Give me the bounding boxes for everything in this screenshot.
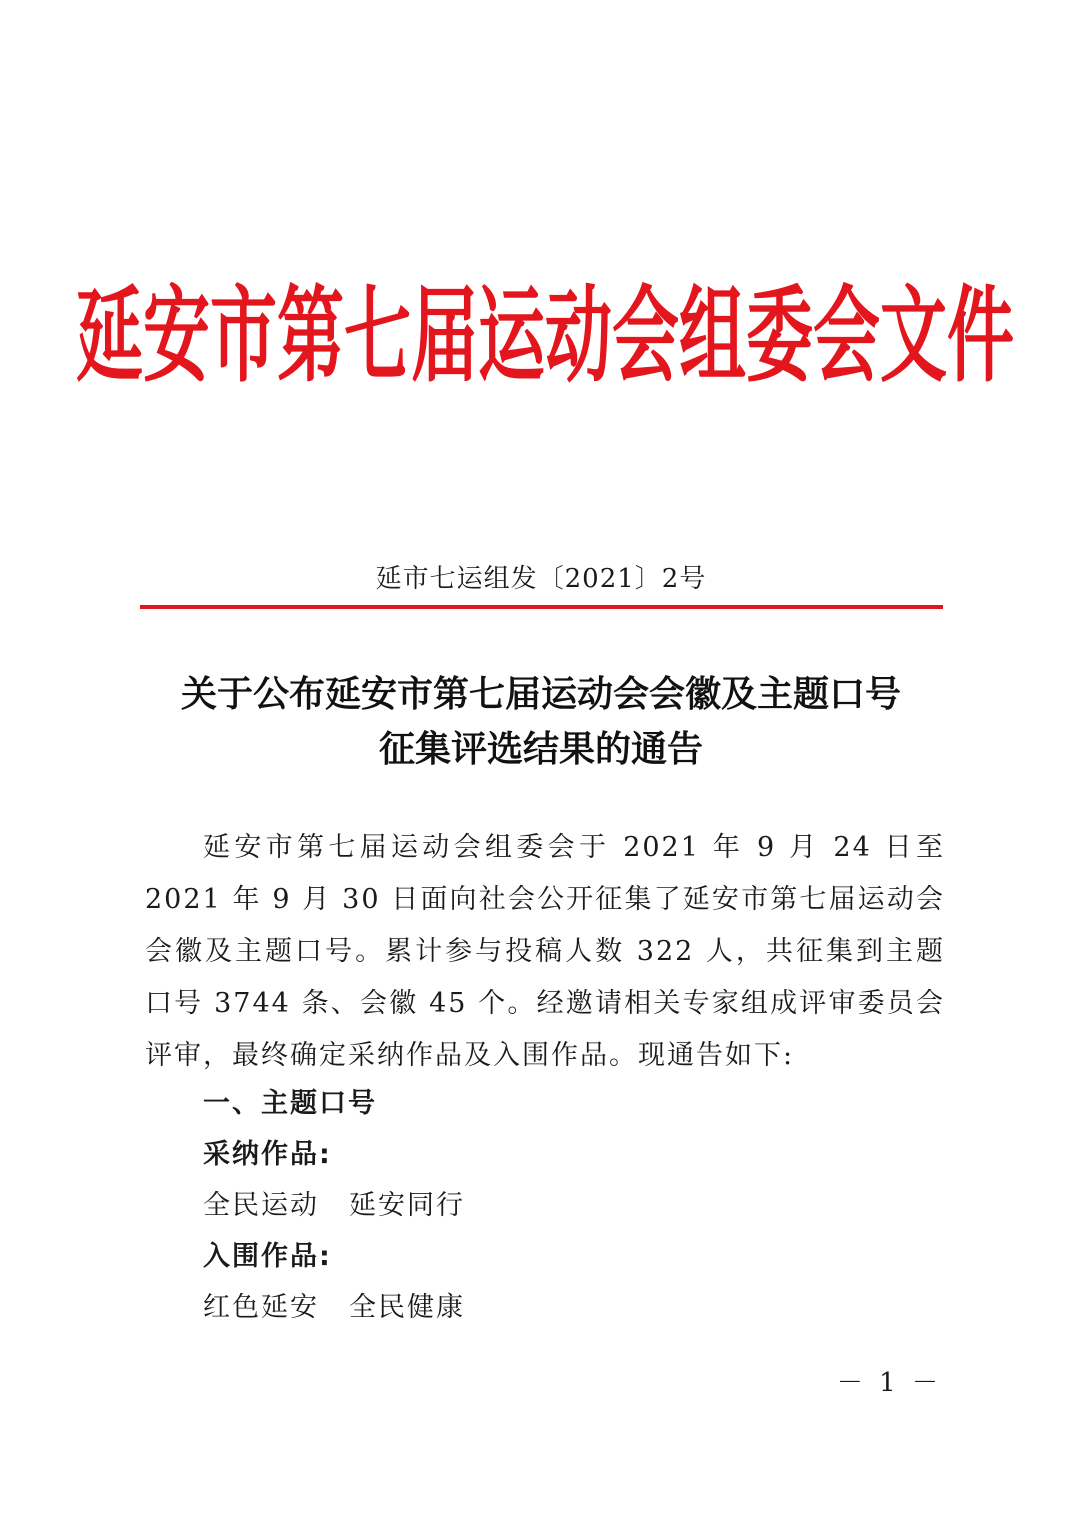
section-heading-slogan: 一、主题口号 bbox=[203, 1088, 377, 1119]
shortlisted-slogan bbox=[203, 1285, 465, 1324]
red-divider-rule bbox=[140, 605, 943, 609]
document-number: 延市七运组发〔2021〕2号 bbox=[375, 564, 707, 594]
adopted-slogan bbox=[203, 1183, 465, 1222]
adopted-works-label: 采纳作品: bbox=[203, 1139, 332, 1170]
page-number: － 1 － bbox=[836, 1368, 942, 1398]
body-paragraph: 延安市第七届运动会组委会于 2021 年 9 月 24 日至 2021 年 9 月 30 日面向社会公开征集了延安市第七届运动会会徽及主题口号。累计参与投稿人数 322 人，共征集到主题口号 3744 条、会徽 45 个。经邀请相关专家组成评审委员会评审，最终确定采纳作品及入围作品。现通告如下: bbox=[145, 832, 945, 1071]
shortlisted-works-label: 入围作品: bbox=[203, 1241, 332, 1272]
notice-title-line-2: 征集评选结果的通告 bbox=[378, 728, 703, 770]
adopted-slogan-part-2: 延安同行 bbox=[349, 1190, 465, 1221]
notice-title-line-1: 关于公布延安市第七届运动会会徽及主题口号 bbox=[180, 673, 901, 715]
adopted-slogan-part-1: 全民运动 bbox=[203, 1190, 319, 1221]
masthead-title: 延安市第七届运动会组委会文件 bbox=[76, 273, 1014, 397]
shortlisted-slogan-part-1: 红色延安 bbox=[203, 1292, 319, 1323]
shortlisted-slogan-part-2: 全民健康 bbox=[349, 1292, 465, 1323]
